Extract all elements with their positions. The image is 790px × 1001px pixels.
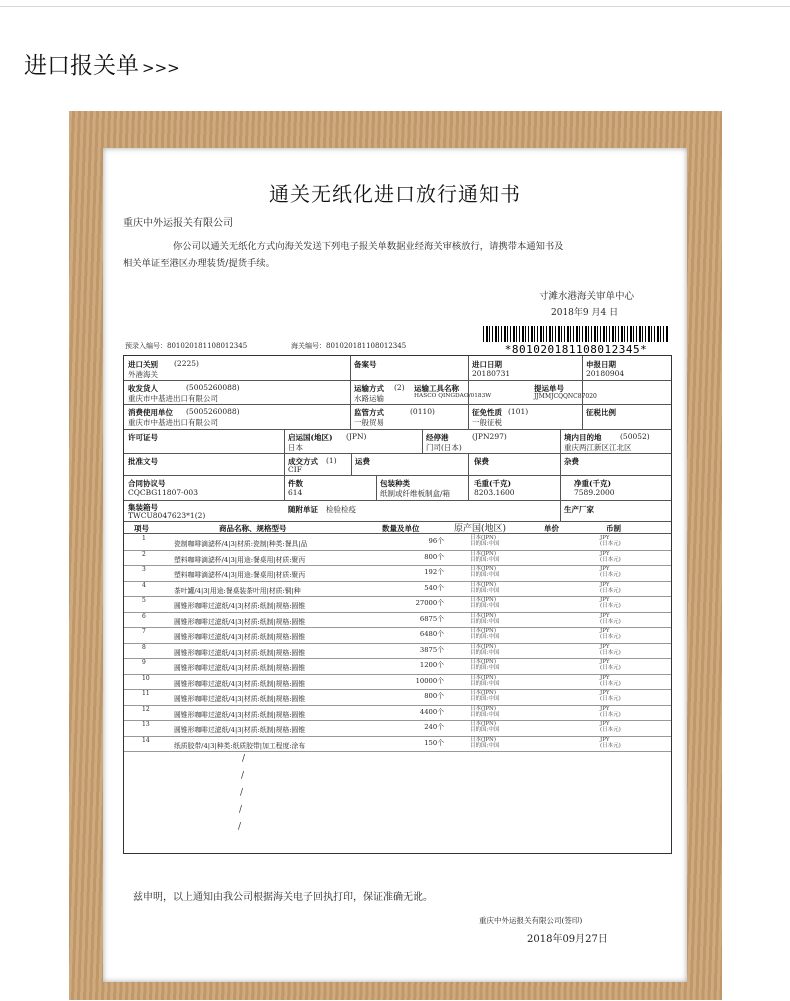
- goods-item-currency-name: (日本元): [600, 711, 621, 718]
- goods-item-origin: 日本(JPN): [470, 628, 497, 634]
- goods-item-destination: 目的国:中国: [470, 603, 500, 609]
- goods-item-currency-name: (日本元): [600, 649, 621, 656]
- goods-item-origin: 日本(JPN): [470, 643, 497, 650]
- transaction-mode-label: 成交方式: [288, 457, 318, 466]
- barcode-text: *801020181108012345*: [504, 343, 648, 356]
- goods-item-no: 10: [142, 674, 150, 682]
- goods-header-price: 单价: [544, 524, 559, 533]
- supervision-mode-label: 监管方式: [354, 408, 384, 417]
- top-divider: [0, 6, 790, 7]
- goods-item-origin: 日本(JPN): [470, 581, 497, 588]
- entry-number-value: 801020181108012345: [167, 342, 248, 350]
- goods-item-no: 2: [142, 550, 146, 558]
- goods-item-name: 圆锥形咖啡过滤纸/4|3|材质:纸制|规格:圆锥: [174, 726, 306, 734]
- goods-item-destination: 目的国:中国: [470, 696, 500, 702]
- customs-number-label: 海关编号：: [291, 342, 326, 350]
- departure-country-name: 日本: [288, 443, 303, 452]
- goods-item-no: 12: [142, 705, 150, 713]
- goods-item-name: 纸质胶带/4|3|种类:纸质胶带|加工程度:涂布: [174, 741, 306, 750]
- levy-nature-label: 征免性质: [472, 408, 502, 417]
- goods-item-qty: 800个: [424, 692, 444, 700]
- goods-item-currency-name: (日本元): [600, 665, 621, 671]
- goods-item-name: 圆锥形咖啡过滤纸/4|3|材质:纸制|规格:圆锥: [174, 617, 306, 626]
- customs-number-value: 801020181108012345: [326, 342, 407, 350]
- goods-item-no: 14: [142, 736, 150, 744]
- goods-item-destination: 目的国:中国: [470, 572, 500, 578]
- departure-country-code: (JPN): [346, 432, 367, 441]
- package-count-value: 614: [288, 488, 303, 497]
- goods-item-currency-name: (日本元): [600, 696, 621, 702]
- goods-item-origin: 日本(JPN): [470, 566, 497, 572]
- goods-item-destination: 目的国:中国: [470, 634, 500, 640]
- levy-nature-code: (101): [508, 407, 529, 416]
- goods-item-qty: 27000个: [415, 599, 444, 607]
- goods-item-currency-code: JPY: [600, 628, 610, 634]
- container-number-label: 集装箱号: [128, 503, 158, 512]
- goods-item-qty: 6480个: [419, 630, 444, 638]
- net-weight-label: 净重(千克): [574, 479, 612, 488]
- goods-item-qty: 540个: [424, 583, 444, 592]
- goods-item-no: 3: [142, 566, 146, 573]
- empty-row-slash: /: [242, 754, 246, 764]
- levy-nature-value: 一般征税: [472, 418, 502, 427]
- approval-number-label: 批准文号: [128, 457, 158, 466]
- transaction-mode-value: CIF: [288, 465, 302, 474]
- goods-item-qty: 192个: [424, 568, 444, 576]
- goods-item-name: 圆锥形咖啡过滤纸/4|3|材质:纸制|规格:圆锥: [174, 710, 306, 719]
- empty-row-slash: /: [238, 822, 242, 832]
- goods-item-qty: 4400个: [419, 707, 444, 716]
- goods-item-currency-name: (日本元): [600, 572, 621, 578]
- goods-item-currency-code: JPY: [600, 581, 610, 588]
- issue-date: 2018年9 月4 日: [551, 308, 619, 318]
- goods-item-destination: 目的国:中国: [470, 711, 500, 718]
- barcode: [483, 326, 669, 342]
- goods-item-name: 塑料咖啡滴滤杯/4|3|用途:餐桌用|材质:聚丙: [174, 555, 306, 564]
- goods-header-no: 项号: [134, 524, 149, 533]
- goods-item-currency-code: JPY: [600, 566, 610, 572]
- goods-item-no: 9: [142, 659, 146, 666]
- goods-item-currency-name: (日本元): [600, 541, 621, 547]
- goods-item-qty: 3875个: [419, 645, 444, 654]
- transaction-mode-code: (1): [326, 456, 337, 465]
- goods-item-origin: 日本(JPN): [470, 721, 497, 727]
- goods-item-name: 圆锥形咖啡过滤纸/4|3|材质:纸制|规格:圆锥: [174, 664, 306, 672]
- goods-item-currency-name: (日本元): [600, 603, 621, 609]
- goods-item-destination: 目的国:中国: [470, 680, 500, 687]
- consumer-unit-name: 重庆市中基进出口有限公司: [128, 418, 218, 427]
- section-arrows: >>>: [142, 59, 180, 77]
- goods-item-no: 5: [142, 597, 146, 604]
- declaration-date-value: 20180904: [586, 369, 625, 378]
- goods-item-no: 11: [142, 690, 150, 697]
- notice-body-line-2: 相关单证至港区办理装货/提货手续。: [123, 258, 275, 269]
- entry-number-label: 预录入编号：: [125, 342, 167, 350]
- goods-item-qty: 96个: [428, 537, 444, 545]
- goods-item-currency-code: JPY: [600, 612, 610, 619]
- goods-item-origin: 日本(JPN): [470, 674, 497, 681]
- goods-item-no: 6: [142, 612, 146, 620]
- gross-weight-value: 8203.1600: [474, 488, 515, 497]
- bill-of-lading-label: 提运单号: [534, 384, 564, 393]
- goods-item-no: 13: [142, 721, 150, 728]
- entry-number: [125, 341, 247, 351]
- goods-item-qty: 10000个: [415, 676, 444, 685]
- goods-item-currency-name: (日本元): [600, 680, 621, 687]
- manufacturer-label: 生产厂家: [564, 505, 594, 514]
- goods-item-qty: 150个: [424, 738, 444, 747]
- goods-item-currency-name: (日本元): [600, 587, 621, 594]
- notice-body-line-1: 你公司以通关无纸化方式向海关发送下列电子报关单数据业经海关审核放行，请携带本通知书及: [173, 241, 564, 252]
- goods-item-currency-name: (日本元): [600, 618, 621, 625]
- goods-item-origin: 日本(JPN): [470, 597, 497, 603]
- declaration-statement: 兹申明，以上通知由我公司根据海关电子回执打印，保证准确无讹。: [133, 892, 433, 903]
- goods-item-destination: 目的国:中国: [470, 587, 500, 594]
- import-port-name: 外港海关: [128, 370, 158, 379]
- domestic-destination-name: 重庆两江新区江北区: [564, 443, 632, 452]
- consignee-code: (5005260088): [186, 383, 240, 392]
- vessel-name-value: HASCO QINGDAO/0183W: [414, 393, 492, 399]
- goods-item-name: 圆锥形咖啡过滤纸/4|3|材质:纸制|规格:圆锥: [174, 602, 306, 610]
- goods-item-origin: 日本(JPN): [470, 612, 497, 619]
- domestic-destination-code: (50052): [620, 432, 650, 441]
- goods-header-qty: 数量及单位: [382, 524, 420, 533]
- net-weight-value: 7589.2000: [574, 488, 615, 497]
- goods-item-destination: 目的国:中国: [470, 727, 500, 733]
- supervision-mode-code: (0110): [410, 407, 435, 416]
- goods-item-no: 8: [142, 643, 146, 651]
- goods-item-no: 7: [142, 628, 146, 635]
- departure-country-label: 启运国(地区): [288, 433, 333, 442]
- goods-header-currency: 币制: [606, 524, 621, 533]
- signing-company: 重庆中外运报关有限公司(签印): [479, 916, 583, 925]
- goods-item-qty: 6875个: [419, 614, 444, 623]
- bill-of-lading-value: JJMMJCQQNC87020: [534, 393, 597, 400]
- empty-row-slash: /: [239, 805, 243, 815]
- goods-item-currency-code: JPY: [600, 597, 610, 603]
- goods-item-currency-code: JPY: [600, 705, 610, 712]
- package-type-value: 纸制或纤维板制盒/箱: [380, 489, 451, 498]
- consumer-unit-label: 消费使用单位: [128, 408, 173, 417]
- goods-item-currency-code: JPY: [600, 643, 610, 650]
- vessel-name-label: 运输工具名称: [414, 384, 459, 393]
- license-number-label: 许可证号: [128, 433, 158, 442]
- section-title: 进口报关单: [24, 53, 139, 79]
- goods-item-name: 瓷制咖啡滴滤杯/4|3|材质:瓷制|种类:餐具|品: [174, 540, 308, 548]
- goods-header-origin: 原产国(地区): [454, 524, 507, 534]
- goods-item-name: 圆锥形咖啡过滤纸/4|3|材质:纸制|规格:圆锥: [174, 695, 306, 703]
- goods-item-currency-name: (日本元): [600, 556, 621, 563]
- goods-item-origin: 日本(JPN): [470, 690, 497, 696]
- goods-item-currency-code: JPY: [600, 674, 610, 681]
- transport-mode-value: 水路运输: [354, 394, 384, 403]
- misc-fee-label: 杂费: [564, 457, 579, 466]
- goods-item-qty: 240个: [424, 723, 444, 731]
- goods-item-currency-code: JPY: [600, 721, 610, 727]
- goods-item-no: 4: [142, 581, 146, 589]
- transit-port-code: (JPN297): [472, 432, 507, 441]
- declaration-date-label: 申报日期: [586, 360, 616, 369]
- empty-row-slash: /: [240, 788, 244, 798]
- tax-ratio-label: 征税比例: [586, 408, 616, 417]
- document-title: 通关无纸化进口放行通知书: [269, 182, 521, 206]
- attached-docs-label: 随附单证: [288, 505, 318, 514]
- import-port-code: (2225): [174, 359, 199, 368]
- package-count-label: 件数: [288, 479, 303, 488]
- goods-row-divider: [124, 751, 671, 752]
- goods-item-origin: 日本(JPN): [470, 535, 497, 541]
- domestic-destination-label: 境内目的地: [564, 433, 602, 442]
- goods-item-name: 塑料咖啡滴滤杯/4|3|用途:餐桌用|材质:聚丙: [174, 571, 306, 579]
- contract-number-label: 合同协议号: [128, 479, 166, 488]
- signing-date: 2018年09月27日: [527, 934, 608, 945]
- freight-label: 运费: [355, 457, 370, 466]
- goods-item-destination: 目的国:中国: [470, 541, 500, 547]
- consumer-unit-code: (5005260088): [186, 407, 240, 416]
- goods-item-origin: 日本(JPN): [470, 705, 497, 712]
- import-date-value: 20180731: [472, 369, 511, 378]
- addressee: 重庆中外运报关有限公司: [123, 218, 233, 229]
- goods-item-destination: 目的国:中国: [470, 618, 500, 625]
- container-number-value: TWCU8047623*1(2): [128, 511, 206, 520]
- record-number-label: 备案号: [354, 360, 377, 369]
- goods-item-origin: 日本(JPN): [470, 659, 497, 665]
- gross-weight-label: 毛重(千克): [474, 479, 512, 488]
- goods-item-currency-name: (日本元): [600, 727, 621, 733]
- transit-port-label: 经停港: [426, 433, 449, 442]
- goods-item-name: 圆锥形咖啡过滤纸/4|3|材质:纸制|规格:圆锥: [174, 679, 306, 688]
- customs-release-notice: [103, 148, 687, 982]
- goods-item-name: 圆锥形咖啡过滤纸/4|3|材质:纸制|规格:圆锥: [174, 633, 306, 641]
- insurance-label: 保费: [474, 457, 489, 466]
- goods-item-destination: 目的国:中国: [470, 649, 500, 656]
- goods-item-origin: 日本(JPN): [470, 550, 497, 557]
- goods-item-destination: 目的国:中国: [470, 742, 500, 749]
- empty-row-slash: /: [241, 771, 245, 781]
- goods-item-qty: 1200个: [419, 661, 444, 669]
- goods-item-qty: 800个: [424, 552, 444, 561]
- goods-item-destination: 目的国:中国: [470, 665, 500, 671]
- issuing-office: 寸滩水港海关审单中心: [539, 291, 635, 302]
- transit-port-name: 门司(日本): [426, 443, 462, 452]
- transport-mode-label: 运输方式: [354, 384, 384, 393]
- goods-item-no: 1: [142, 535, 146, 542]
- goods-item-currency-code: JPY: [600, 736, 610, 743]
- goods-item-name: 圆锥形咖啡过滤纸/4|3|材质:纸制|规格:圆锥: [174, 648, 306, 657]
- goods-item-origin: 日本(JPN): [470, 736, 497, 743]
- package-type-label: 包装种类: [380, 479, 410, 488]
- section-header: [24, 47, 180, 80]
- goods-item-currency-code: JPY: [600, 659, 610, 665]
- goods-item-destination: 目的国:中国: [470, 556, 500, 563]
- goods-item-currency-code: JPY: [600, 690, 610, 696]
- consignee-label: 收发货人: [128, 384, 158, 393]
- attached-docs-value: 检验检疫: [326, 505, 356, 514]
- goods-item-currency-name: (日本元): [600, 742, 621, 749]
- consignee-name: 重庆市中基进出口有限公司: [128, 394, 218, 403]
- goods-item-currency-code: JPY: [600, 535, 610, 541]
- declaration-form: [123, 355, 672, 854]
- contract-number-value: CQCBG11807-003: [128, 488, 198, 497]
- supervision-mode-value: 一般贸易: [354, 418, 384, 427]
- customs-number: [291, 341, 406, 351]
- goods-item-currency-code: JPY: [600, 550, 610, 557]
- import-port-label: 进口关别: [128, 360, 158, 369]
- goods-item-name: 茶叶罐/4|3|用途:餐桌装茶叶用|材质:铜|种: [174, 586, 301, 595]
- transport-mode-code: (2): [394, 383, 405, 392]
- goods-header-name: 商品名称、规格型号: [219, 524, 287, 533]
- import-date-label: 进口日期: [472, 360, 502, 369]
- goods-item-currency-name: (日本元): [600, 634, 621, 640]
